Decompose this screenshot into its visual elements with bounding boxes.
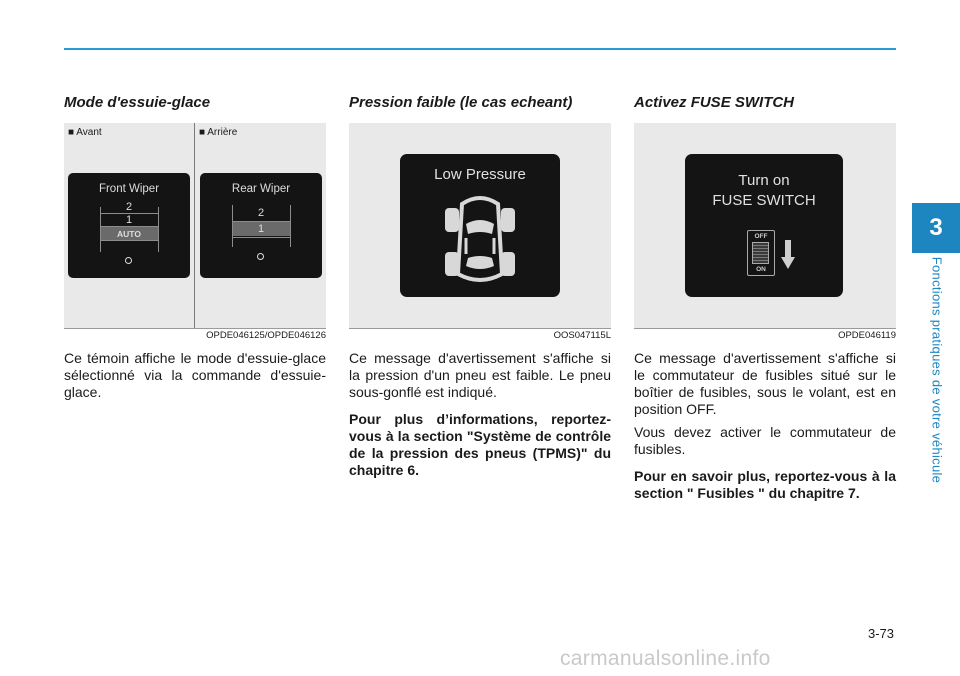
header-rule [64,48,896,50]
section-fuse-switch [634,92,896,502]
figure-divider [194,123,195,328]
low-pressure-figure [349,123,611,328]
body-text: Ce message d'avertissement s'affiche si le commutateur de fusibles situé sur le boîtier de fusibles, sous le volant, est en position OFF. [634,350,896,417]
front-wiper-title: Front Wiper [98,183,160,195]
watermark: carmanualsonline.info [560,647,771,670]
figure-code: OPDE046119 [634,328,896,342]
off-circle-icon [125,257,132,264]
section-low-pressure [349,92,611,479]
fuse-switch-message [685,171,843,211]
chapter-number: 3 [929,214,943,241]
wiper-figure [64,123,326,328]
off-circle-icon [257,253,264,260]
rear-position-2: 2 [257,207,265,219]
low-pressure-display [400,154,560,297]
arrow-down-icon [781,240,795,270]
low-pressure-title: Low Pressure [434,166,526,183]
fuse-switch-display [685,154,843,297]
reference-note: Pour plus d’informations, reportez-vous à la section "Système de contrôle de la pression des pneus (TPMS)" du chapitre 6. [349,411,611,478]
front-wiper-display [68,173,190,278]
section-heading: Mode d'essuie-glace [64,94,211,111]
switch-on-label: ON [756,266,766,273]
divider-line [232,205,233,247]
switch-off-label: OFF [754,233,768,240]
front-position-auto: AUTO [117,229,141,239]
body-text: Ce message d'avertissement s'affiche si la pression d'un pneu est faible. Le pneu sous-gonflé est indiqué. [349,350,611,400]
body-text: Vous devez activer le commutateur de fusibles. [634,424,896,457]
fuse-switch-icon [747,230,775,276]
divider-line [290,205,291,247]
divider-line [158,207,159,252]
figure-code: OOS047115L [349,328,611,342]
chapter-title: Fonctions pratiques de votre véhicule [929,256,945,484]
body-text: Ce témoin affiche le mode d'essuie-glace sélectionné via la commande d'essuie-glace. [64,350,326,400]
section-heading: Activez FUSE SWITCH [634,94,795,111]
car-tires-icon [442,194,518,290]
front-position-2: 2 [125,201,133,213]
fuse-switch-figure [634,123,896,328]
switch-lever [752,242,769,264]
rear-label: ■ Arrière [199,127,238,138]
section-wiper-mode [64,92,326,401]
divider-line [100,240,158,241]
section-heading: Pression faible (le cas echeant) [349,94,573,111]
rear-position-1: 1 [257,223,265,235]
front-label: ■ Avant [68,127,102,138]
divider-line [232,237,290,238]
page-number: 3-73 [867,626,894,641]
divider-line [100,207,101,252]
reference-note: Pour en savoir plus, reportez-vous à la section " Fusibles " du chapitre 7. [634,468,896,501]
figure-code: OPDE046125/OPDE046126 [64,328,326,342]
fuse-message-line2: FUSE SWITCH [712,192,816,209]
chapter-tab [912,203,960,253]
fuse-message-line1: Turn on [738,172,790,189]
front-position-1: 1 [125,214,133,226]
rear-wiper-display [200,173,322,278]
rear-wiper-title: Rear Wiper [231,183,291,195]
